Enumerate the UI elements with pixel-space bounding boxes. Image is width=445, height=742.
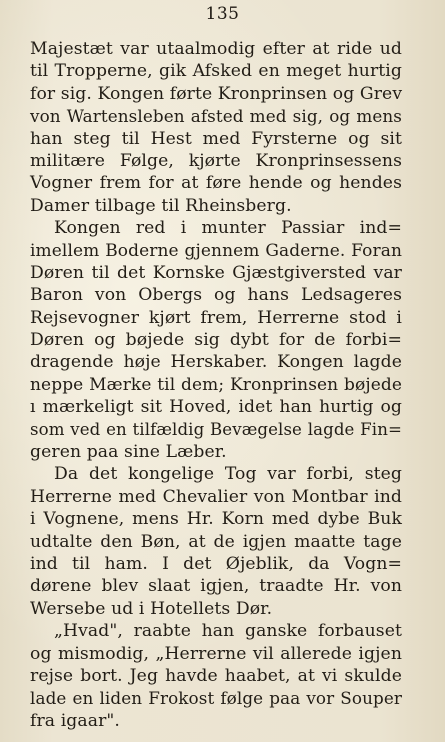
text-line: rejse bort. Jeg havde haabet, at vi skulde (30, 665, 402, 686)
text-line: von Wartensleben afsted med sig, og mens (30, 106, 402, 127)
page-number: 135 (205, 4, 240, 24)
text-line: dragende høje Herskaber. Kongen lagde (30, 352, 402, 373)
text-line: „Hvad", raabte han ganske forbauset (54, 621, 402, 642)
text-line: han steg til Hest med Fyrsterne og sit (30, 128, 402, 149)
text-line: fra igaar". (30, 710, 120, 731)
text-line: Kongen red i munter Passiar ind= (54, 218, 402, 239)
text-line: udtalte den Bøn, at de igjen maatte tage (30, 531, 402, 552)
text-line: Majestæt var utaalmodig efter at ride ud (30, 39, 402, 59)
text-line: Døren til det Kornske Gjæstgiversted var (30, 262, 402, 283)
text-line: som ved en tilfældig Bevægelse lagde Fin= (30, 419, 402, 439)
text-line: Rejsevogner kjørt frem, Herrerne stod i (30, 307, 402, 328)
text-line: dørene blev slaat igjen, traadte Hr. von (30, 576, 402, 597)
text-line: Døren og bøjede sig dybt for de forbi= (30, 330, 402, 351)
text-line: Herrerne med Chevalier von Montbar ind (30, 486, 402, 507)
text-line: imellem Boderne gjennem Gaderne. Foran (30, 240, 402, 261)
text-line: geren paa sine Læber. (30, 442, 227, 463)
text-line: ind til ham. I det Øjeblik, da Vogn= (30, 553, 402, 574)
text-line: Vogner frem for at føre hende og hendes (30, 173, 402, 194)
body-text (30, 38, 402, 732)
text-line: neppe Mærke til dem; Kronprinsen bøjede (30, 374, 402, 395)
text-line: og mismodig, „Herrerne vil allerede igjen (30, 643, 402, 664)
text-line: Baron von Obergs og hans Ledsageres (30, 285, 402, 306)
text-line: Damer tilbage til Rheinsberg. (30, 195, 292, 216)
text-line: militære Følge, kjørte Kronprinsessens (30, 150, 402, 171)
text-line: i Vognene, mens Hr. Korn med dybe Buk (30, 509, 402, 530)
text-line: Da det kongelige Tog var forbi, steg (54, 464, 402, 485)
text-line: for sig. Kongen førte Kronprinsen og Grev (30, 83, 403, 104)
text-line: Wersebe ud i Hotellets Dør. (30, 598, 273, 619)
text-line: ı mærkeligt sit Hoved, idet han hurtig og (30, 397, 402, 418)
text-line: til Tropperne, gik Afsked en meget hurtig (30, 61, 402, 82)
text-line: lade en liden Frokost følge paa vor Souper (30, 688, 402, 709)
